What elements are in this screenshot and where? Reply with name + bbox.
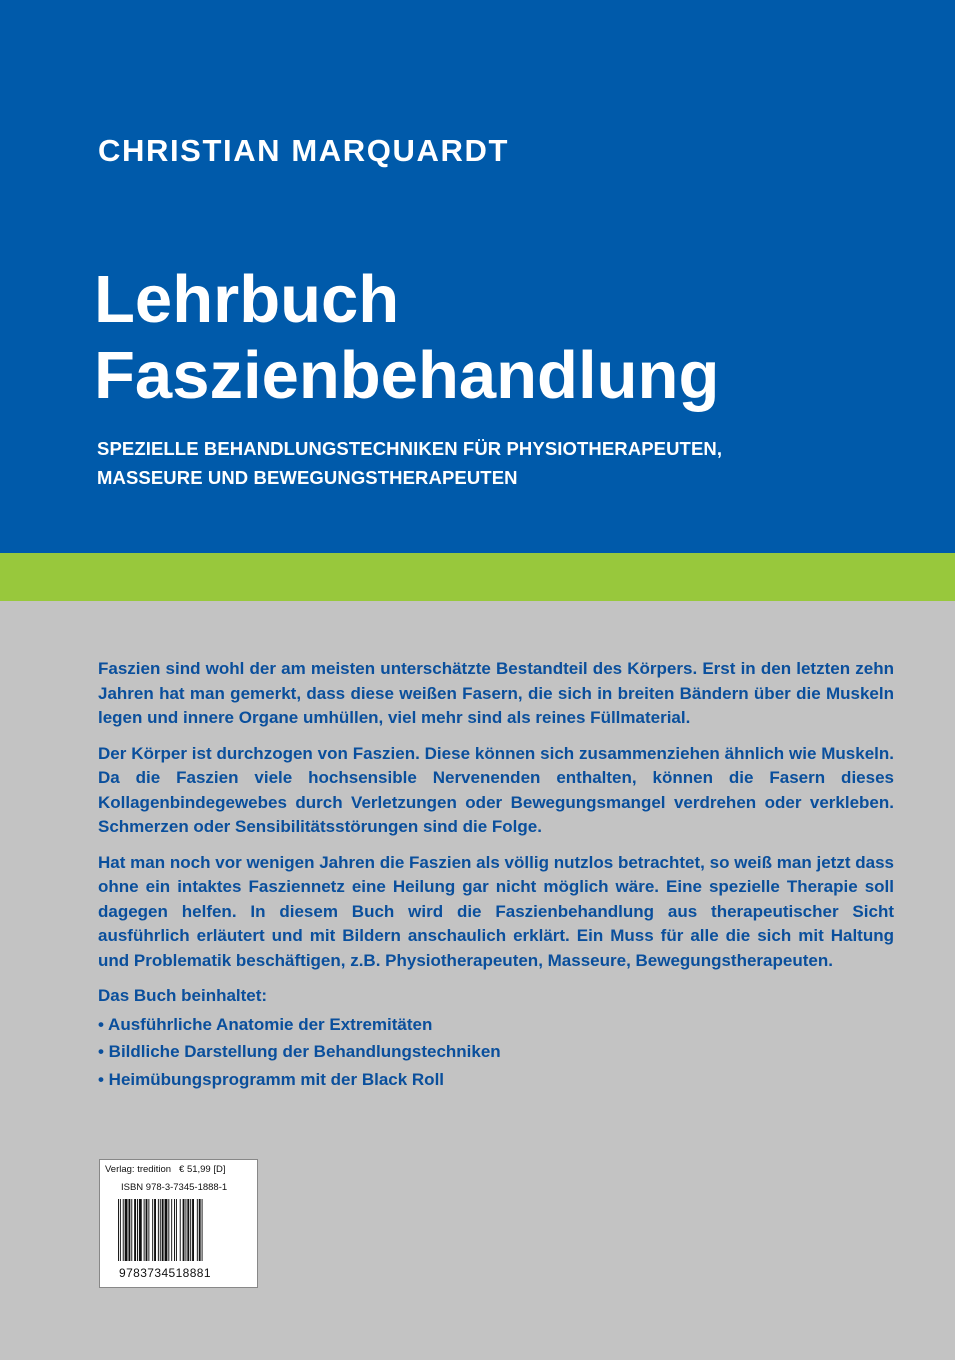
barcode-header [105, 1164, 226, 1175]
barcode-bar [128, 1199, 130, 1261]
blurb-paragraph-1: Faszien sind wohl der am meisten unterschätzte Bestandteil des Körpers. Erst in den letzten zehn Jahren hat man gemerkt, dass diese weißen Fasern, die sich in breiten Bändern über die Muskeln legen und innere Organe umhüllen, viel mehr sind als reines Füllmaterial. [98, 659, 894, 727]
blurb-paragraph-3: Hat man noch vor wenigen Jahren die Faszien als völlig nutzlos betrachtet, so weiß man jetzt dass ohne ein intaktes Fasziennetz eine Heilung gar nicht möglich wäre. Eine spezielle Therapie soll dagegen helfen. In diesem Buch wird die Faszienbehandlung aus therapeutischer Sicht ausführlich erläutert und mit Bildern anschaulich erklärt. Ein Muss für alle die sich mit Haltung und Problematik beschäftigen, z.B. Physiotherapeuten, Masseure, Bewegungstherapeuten. [98, 852, 894, 970]
barcode-bar [185, 1199, 186, 1261]
barcode-bar [144, 1199, 145, 1261]
barcode-bars [118, 1199, 239, 1261]
price-label: € 51,99 [D] [179, 1164, 226, 1175]
barcode-bar [176, 1199, 177, 1261]
barcode-digits: 9783734518881 [119, 1266, 211, 1280]
barcode-bar [154, 1199, 156, 1261]
barcode-bar [160, 1199, 161, 1261]
barcode-bar [137, 1199, 138, 1261]
barcode-bar [174, 1199, 175, 1261]
barcode-bar [125, 1199, 128, 1261]
barcode-bar [180, 1199, 181, 1261]
contents-item-3: • Heimübungsprogramm mit der Black Roll [98, 1069, 445, 1089]
barcode-bar [158, 1199, 159, 1261]
barcode-bar [187, 1199, 189, 1261]
book-subtitle [97, 434, 722, 492]
contents-item-2: • Bildliche Darstellung der Behandlungstechniken [98, 1042, 501, 1061]
blurb-text [98, 657, 894, 1095]
contents-list [98, 1013, 894, 1093]
accent-stripe [0, 553, 955, 601]
barcode-bar [171, 1199, 172, 1261]
barcode-bar [146, 1199, 148, 1261]
barcode-bar [152, 1199, 153, 1261]
barcode-bar [118, 1199, 119, 1261]
barcode-bar [162, 1199, 164, 1261]
book-title [94, 262, 719, 414]
contents-item-1: • Ausführliche Anatomie der Extremitäten [98, 1014, 433, 1034]
barcode-bar [183, 1199, 185, 1261]
barcode-bar [202, 1199, 203, 1261]
barcode-bar [131, 1199, 132, 1261]
barcode-bar [197, 1199, 198, 1261]
blurb-paragraph-2: Der Körper ist durchzogen von Faszien. Diese können sich zusammenziehen ähnlich wie Muskeln. Da die Faszien viele hochsensible Nervenenden enthalten, können die Fasern dieses Kollagenbindegewebes durch Verletzungen oder Bewegungsmangel verdrehen oder verkleben. Schmerzen oder Sensibilitätsstörungen sind die Folge. [98, 743, 894, 836]
book-title-line-1: Lehrbuch [94, 262, 400, 337]
barcode-bar [123, 1199, 124, 1261]
publisher-label: Verlag: tredition [105, 1164, 172, 1175]
barcode-bar [168, 1199, 169, 1261]
book-subtitle-line-2: MASSEURE UND BEWEGUNGSTHERAPEUTEN [97, 467, 518, 488]
book-subtitle-line-1: SPEZIELLE BEHANDLUNGSTECHNIKEN FÜR PHYSIOTHERAPEUTEN, [97, 438, 723, 459]
barcode-box [99, 1159, 258, 1288]
isbn-label: ISBN 978-3-7345-1888-1 [121, 1182, 228, 1193]
barcode-bar [134, 1199, 136, 1261]
barcode-bar [192, 1199, 194, 1261]
barcode-bar [165, 1199, 168, 1261]
book-title-line-2: Faszienbehandlung [94, 338, 720, 413]
author-name: CHRISTIAN MARQUARDT [98, 133, 509, 168]
barcode-bar [148, 1199, 149, 1261]
barcode-bar [199, 1199, 201, 1261]
contents-heading: Das Buch beinhaltet: [98, 986, 268, 1005]
barcode-bar [139, 1199, 142, 1261]
top-panel [0, 0, 955, 553]
barcode-bar [190, 1199, 191, 1261]
barcode-bar [120, 1199, 121, 1261]
